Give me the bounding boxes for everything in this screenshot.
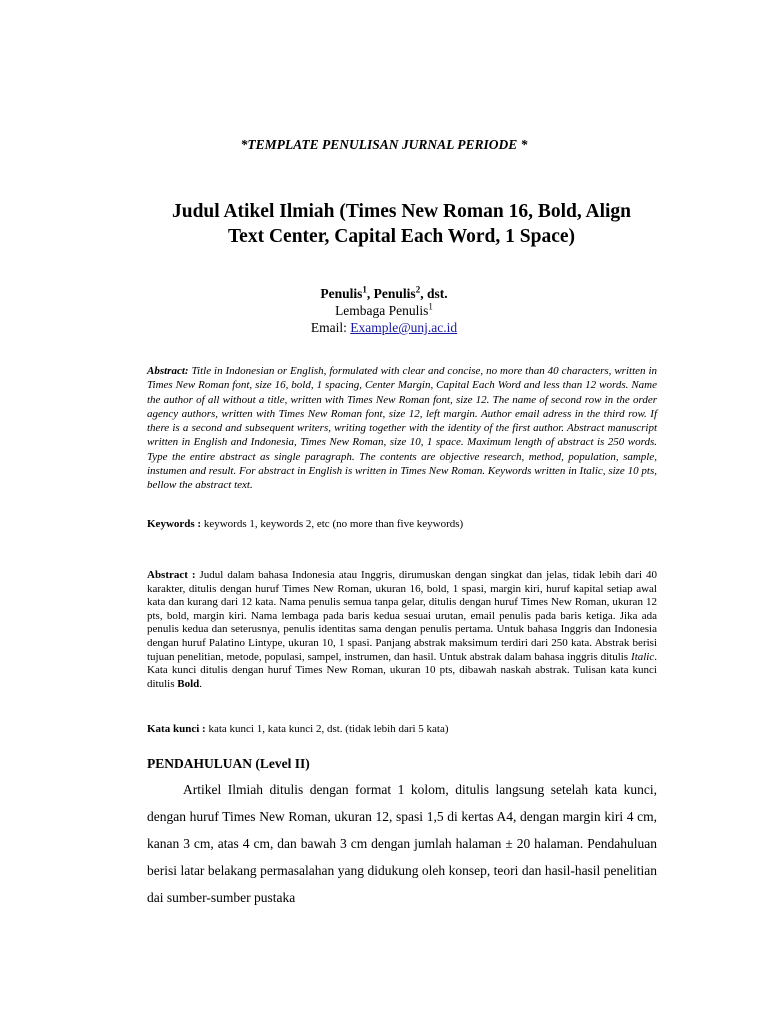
abstract-indonesian [147,569,657,691]
abstract-id-bold: Bold [177,677,200,690]
keywords-id-label: Kata kunci : [147,723,206,735]
abstract-id-text-3: . [199,677,203,690]
email-link[interactable]: Example@unj.ac.id [350,320,458,335]
article-title [120,199,683,249]
title-line-2: Text Center, Capital Each Word, 1 Space) [227,226,576,247]
author-block [0,285,768,336]
template-header: *TEMPLATE PENULISAN JURNAL PERIODE * [240,137,528,152]
keywords-indonesian [147,722,657,736]
abstract-id-text-2: . Kata kunci ditulis dengan huruf Times New Roman, ukuran 10 pts, dibawah naskah abstrak. Tulisan kata kunci ditulis [147,650,657,690]
abstract-english [147,364,657,493]
keywords-english [147,517,657,531]
abstract-id-label: Abstract : [147,569,196,581]
author-2: Penulis [373,286,416,301]
section-heading: PENDAHULUAN (Level II) [147,756,310,771]
title-line-1: Judul Atikel Ilmiah (Times New Roman 16, Bold, Align [171,201,632,222]
keywords-en-label: Keywords : [147,518,202,530]
keywords-id-text: kata kunci 1, kata kunci 2, dst. (tidak lebih dari 5 kata) [205,723,449,735]
author-1-sup: 1 [362,284,367,295]
abstract-en-text: Title in Indonesian or English, formulated with clear and concise, no more than 40 characters, written in Times New Roman font, size 16, bold, 1 spacing, Center Margin, Capital Each Word and less than 12 words. Name the author of all without a title, written with Times New Roman font, size 12. The name of second row in the order agency authors, written with Times New Roman font, size 12, left margin. Author email adress in the third row. If there is a second and subsequent writers, writing together with the identity of the first author. Abstract manuscript written in English and Indonesia, Times New Roman, size 10, 1 space. Maximum length of abstract is 250 words. Type the entire abstract as single paragraph. The contents are objective research, method, population, sample, instumen and result. For abstract in English is written in Times New Roman. Keywords written in Italic, size 10 pts, bellow the abstract text. [147,365,658,492]
institution-name: Lembaga Penulis [335,303,429,318]
email-label: Email: [310,320,351,335]
keywords-en-text: keywords 1, keywords 2, etc (no more than five keywords) [201,518,464,530]
author-etc: , dst. [420,286,448,301]
author-separator: , [366,286,374,301]
author-names [0,285,768,302]
author-1: Penulis [320,286,363,301]
author-2-sup: 2 [415,284,421,295]
section-paragraph: Artikel Ilmiah ditulis dengan format 1 kolom, ditulis langsung setelah kata kunci, dengan huruf Times New Roman, ukuran 12, spasi 1,5 di kertas A4, dengan margin kiri 4 cm, kanan 3 cm, atas 4 cm, dan bawah 3 cm dengan jumlah halaman ± 20 halaman. Pendahuluan berisi latar belakang permasalahan yang didukung oleh konsep, teori dan hasil-hasil penelitian dai sumber-sumber pustaka [147,782,657,905]
email-line [0,319,768,336]
abstract-id-italic: Italic [631,650,655,663]
institution-sup: 1 [428,301,433,312]
abstract-id-text-1: Judul dalam bahasa Indonesia atau Inggris, dirumuskan dengan singkat dan jelas, tidak lebih dari 40 karakter, ditulis dengan huruf Times New Roman, ukuran 16, bold, 1 spasi, margin kiri, huruf kapital setiap awal kata dan kurang dari 12 kata. Nama penulis semua tanpa gelar, ditulis dengan huruf Times New Roman, ukuran 12 pts, bold, margin kiri. Nama lembaga pada baris kedua sesuai urutan, email penulis pada baris ketiga. Jika ada penulis kedua dan seterusnya, penulis identitas sama dengan penulis pertama. Untuk bahasa Inggris dan Indonesia dengan huruf Palatino Lintype, ukuran 10, 1 spasi. Panjang abstrak maksimum terdiri dari 250 kata. Abstrak berisi tujuan penelitian, metode, populasi, sampel, instrumen, dan hasil. Untuk abstrak dalam bahasa inggris ditulis [147,569,657,663]
institution [0,302,768,319]
abstract-en-label: Abstract: [147,365,189,377]
